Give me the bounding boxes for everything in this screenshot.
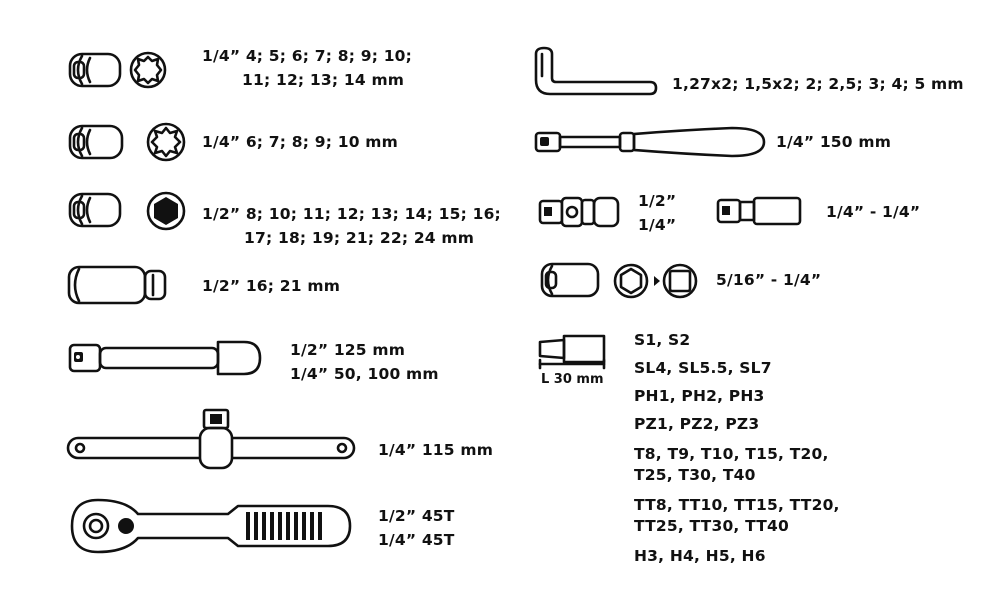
deep-socket-icon xyxy=(67,265,171,305)
bits-slotted-sl-label: SL4, SL5.5, SL7 xyxy=(634,359,772,377)
adapter-label: 1/4” - 1/4” xyxy=(826,203,921,221)
ratchet-icon xyxy=(68,496,354,556)
bit-length-label: L 30 mm xyxy=(541,372,604,387)
hex-to-square-adapter-icon xyxy=(614,262,700,300)
socket-icon xyxy=(68,192,128,228)
hex-socket-end-icon xyxy=(145,190,187,232)
hex-keys-label: 1,27x2; 1,5x2; 2; 2,5; 3; 4; 5 mm xyxy=(672,75,964,93)
t-handle-icon xyxy=(66,406,360,478)
universal-joint-label-1: 1/2” xyxy=(638,192,677,210)
socket-adapter-icon xyxy=(716,196,804,226)
bits-slotted-label: S1, S2 xyxy=(634,331,691,349)
sockets-quarter-label-1: 1/4” 4; 5; 6; 7; 8; 9; 10; xyxy=(202,47,413,65)
bits-tamper-torx-label-1: TT8, TT10, TT15, TT20, xyxy=(634,496,840,514)
universal-joint-icon xyxy=(538,194,622,230)
extension-bars-label-1: 1/2” 125 mm xyxy=(290,341,406,359)
bits-phillips-label: PH1, PH2, PH3 xyxy=(634,387,765,405)
bits-torx-label-2: T25, T30, T40 xyxy=(634,466,756,484)
sockets-quarter-label-2: 11; 12; 13; 14 mm xyxy=(242,71,405,89)
extension-bar-icon xyxy=(68,338,264,378)
t-handle-label: 1/4” 115 mm xyxy=(378,441,494,459)
hex-key-icon xyxy=(530,46,660,98)
socket-icon xyxy=(68,124,128,160)
screwdriver-handle-icon xyxy=(534,124,768,160)
bit-holder-socket-icon xyxy=(540,262,602,298)
sockets-quarter-12pt-label: 1/4” 6; 7; 8; 9; 10 mm xyxy=(202,133,399,151)
deep-sockets-label: 1/2” 16; 21 mm xyxy=(202,277,341,295)
twelve-point-socket-end-icon xyxy=(128,50,168,90)
ratchet-label-1: 1/2” 45T xyxy=(378,507,455,525)
bits-tamper-torx-label-2: TT25, TT30, TT40 xyxy=(634,517,789,535)
sockets-half-label-1: 1/2” 8; 10; 11; 12; 13; 14; 15; 16; xyxy=(202,205,501,223)
screwdriver-bit-icon xyxy=(536,330,612,370)
twelve-point-socket-end-icon xyxy=(145,121,187,163)
bits-torx-label-1: T8, T9, T10, T15, T20, xyxy=(634,445,829,463)
screwdriver-label: 1/4” 150 mm xyxy=(776,133,892,151)
ratchet-label-2: 1/4” 45T xyxy=(378,531,455,549)
bits-hex-label: H3, H4, H5, H6 xyxy=(634,547,766,565)
bits-pozidriv-label: PZ1, PZ2, PZ3 xyxy=(634,415,760,433)
universal-joint-label-2: 1/4” xyxy=(638,216,677,234)
sockets-half-label-2: 17; 18; 19; 21; 22; 24 mm xyxy=(244,229,475,247)
extension-bars-label-2: 1/4” 50, 100 mm xyxy=(290,365,439,383)
bit-adapter-label: 5/16” - 1/4” xyxy=(716,271,822,289)
